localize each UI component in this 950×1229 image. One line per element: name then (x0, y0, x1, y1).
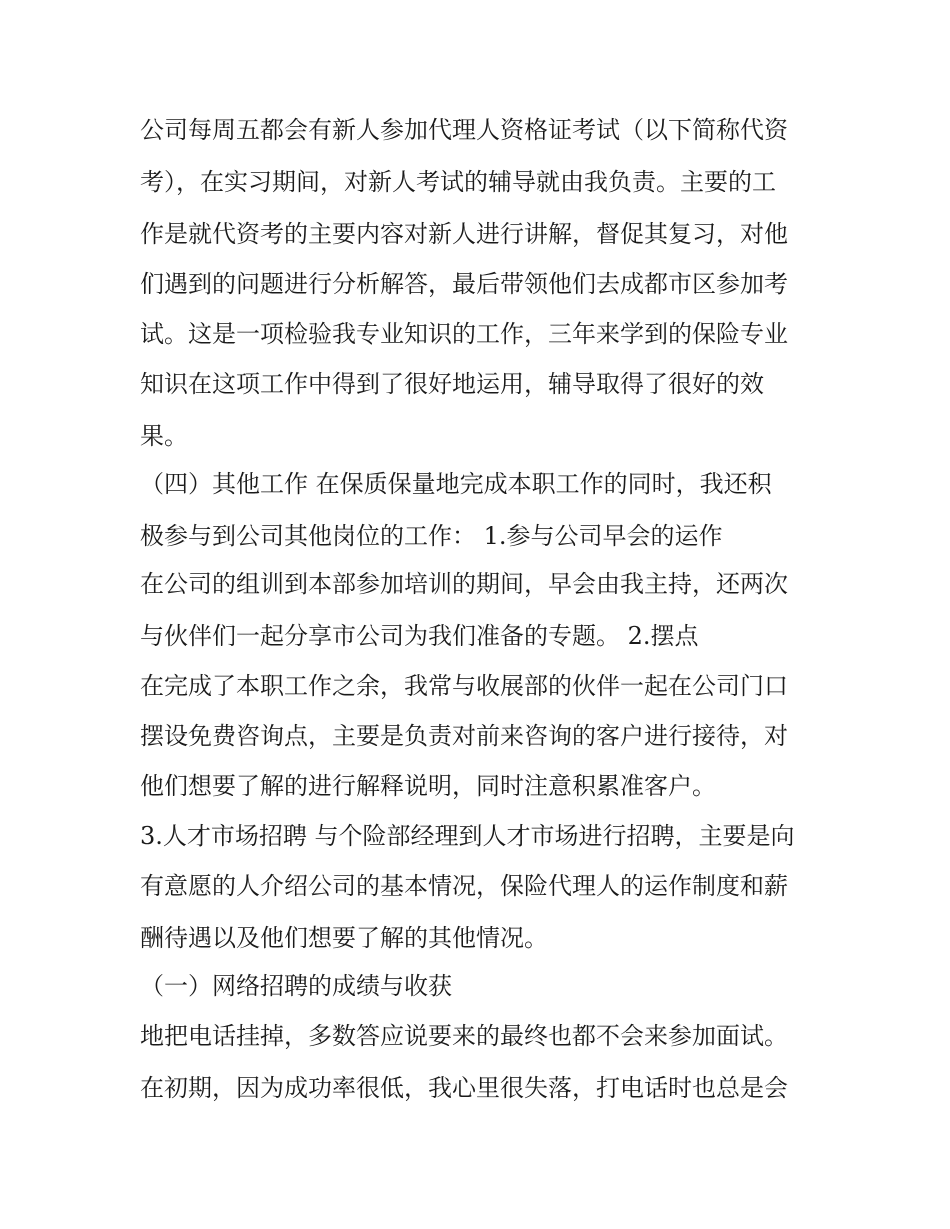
text-line: 知识在这项工作中得到了很好地运用，辅导取得了很好的效 (140, 370, 764, 398)
text-line: 们遇到的问题进行分析解答，最后带领他们去成都市区参加考 (140, 270, 788, 298)
text-line: 他们想要了解的进行解释说明，同时注意积累准客户。 (140, 772, 716, 800)
text-line: 考），在实习期间，对新人考试的辅导就由我负责。主要的工 (140, 168, 776, 196)
section-heading: （四）其他工作 在保质保量地完成本职工作的同时，我还积 (140, 470, 772, 498)
section-heading: （一）网络招聘的成绩与收获 (140, 972, 452, 1000)
text-line: 酬待遇以及他们想要了解的其他情况。 (140, 924, 548, 952)
text-line: 试。这是一项检验我专业知识的工作，三年来学到的保险专业 (140, 320, 788, 348)
text-line: 果。 (140, 422, 188, 450)
text-line: 在完成了本职工作之余，我常与收展部的伙伴一起在公司门口 (140, 672, 788, 700)
text-line: 在公司的组训到本部参加培训的期间，早会由我主持，还两次 (140, 570, 788, 598)
text-line: 3.人才市场招聘 与个险部经理到人才市场进行招聘，主要是向 (140, 822, 795, 850)
text-line: 作是就代资考的主要内容对新人进行讲解，督促其复习，对他 (140, 220, 788, 248)
text-line: 在初期，因为成功率很低，我心里很失落，打电话时也总是会 (140, 1074, 788, 1102)
text-line: 有意愿的人介绍公司的基本情况，保险代理人的运作制度和薪 (140, 872, 788, 900)
text-line: 极参与到公司其他岗位的工作： 1.参与公司早会的运作 (140, 522, 723, 550)
text-line: 公司每周五都会有新人参加代理人资格证考试（以下简称代资 (140, 116, 788, 144)
text-line: 地把电话挂掉，多数答应说要来的最终也都不会来参加面试。 (140, 1022, 788, 1050)
text-line: 与伙伴们一起分享市公司为我们准备的专题。 2.摆点 (140, 622, 699, 650)
text-line: 摆设免费咨询点，主要是负责对前来咨询的客户进行接待，对 (140, 722, 788, 750)
